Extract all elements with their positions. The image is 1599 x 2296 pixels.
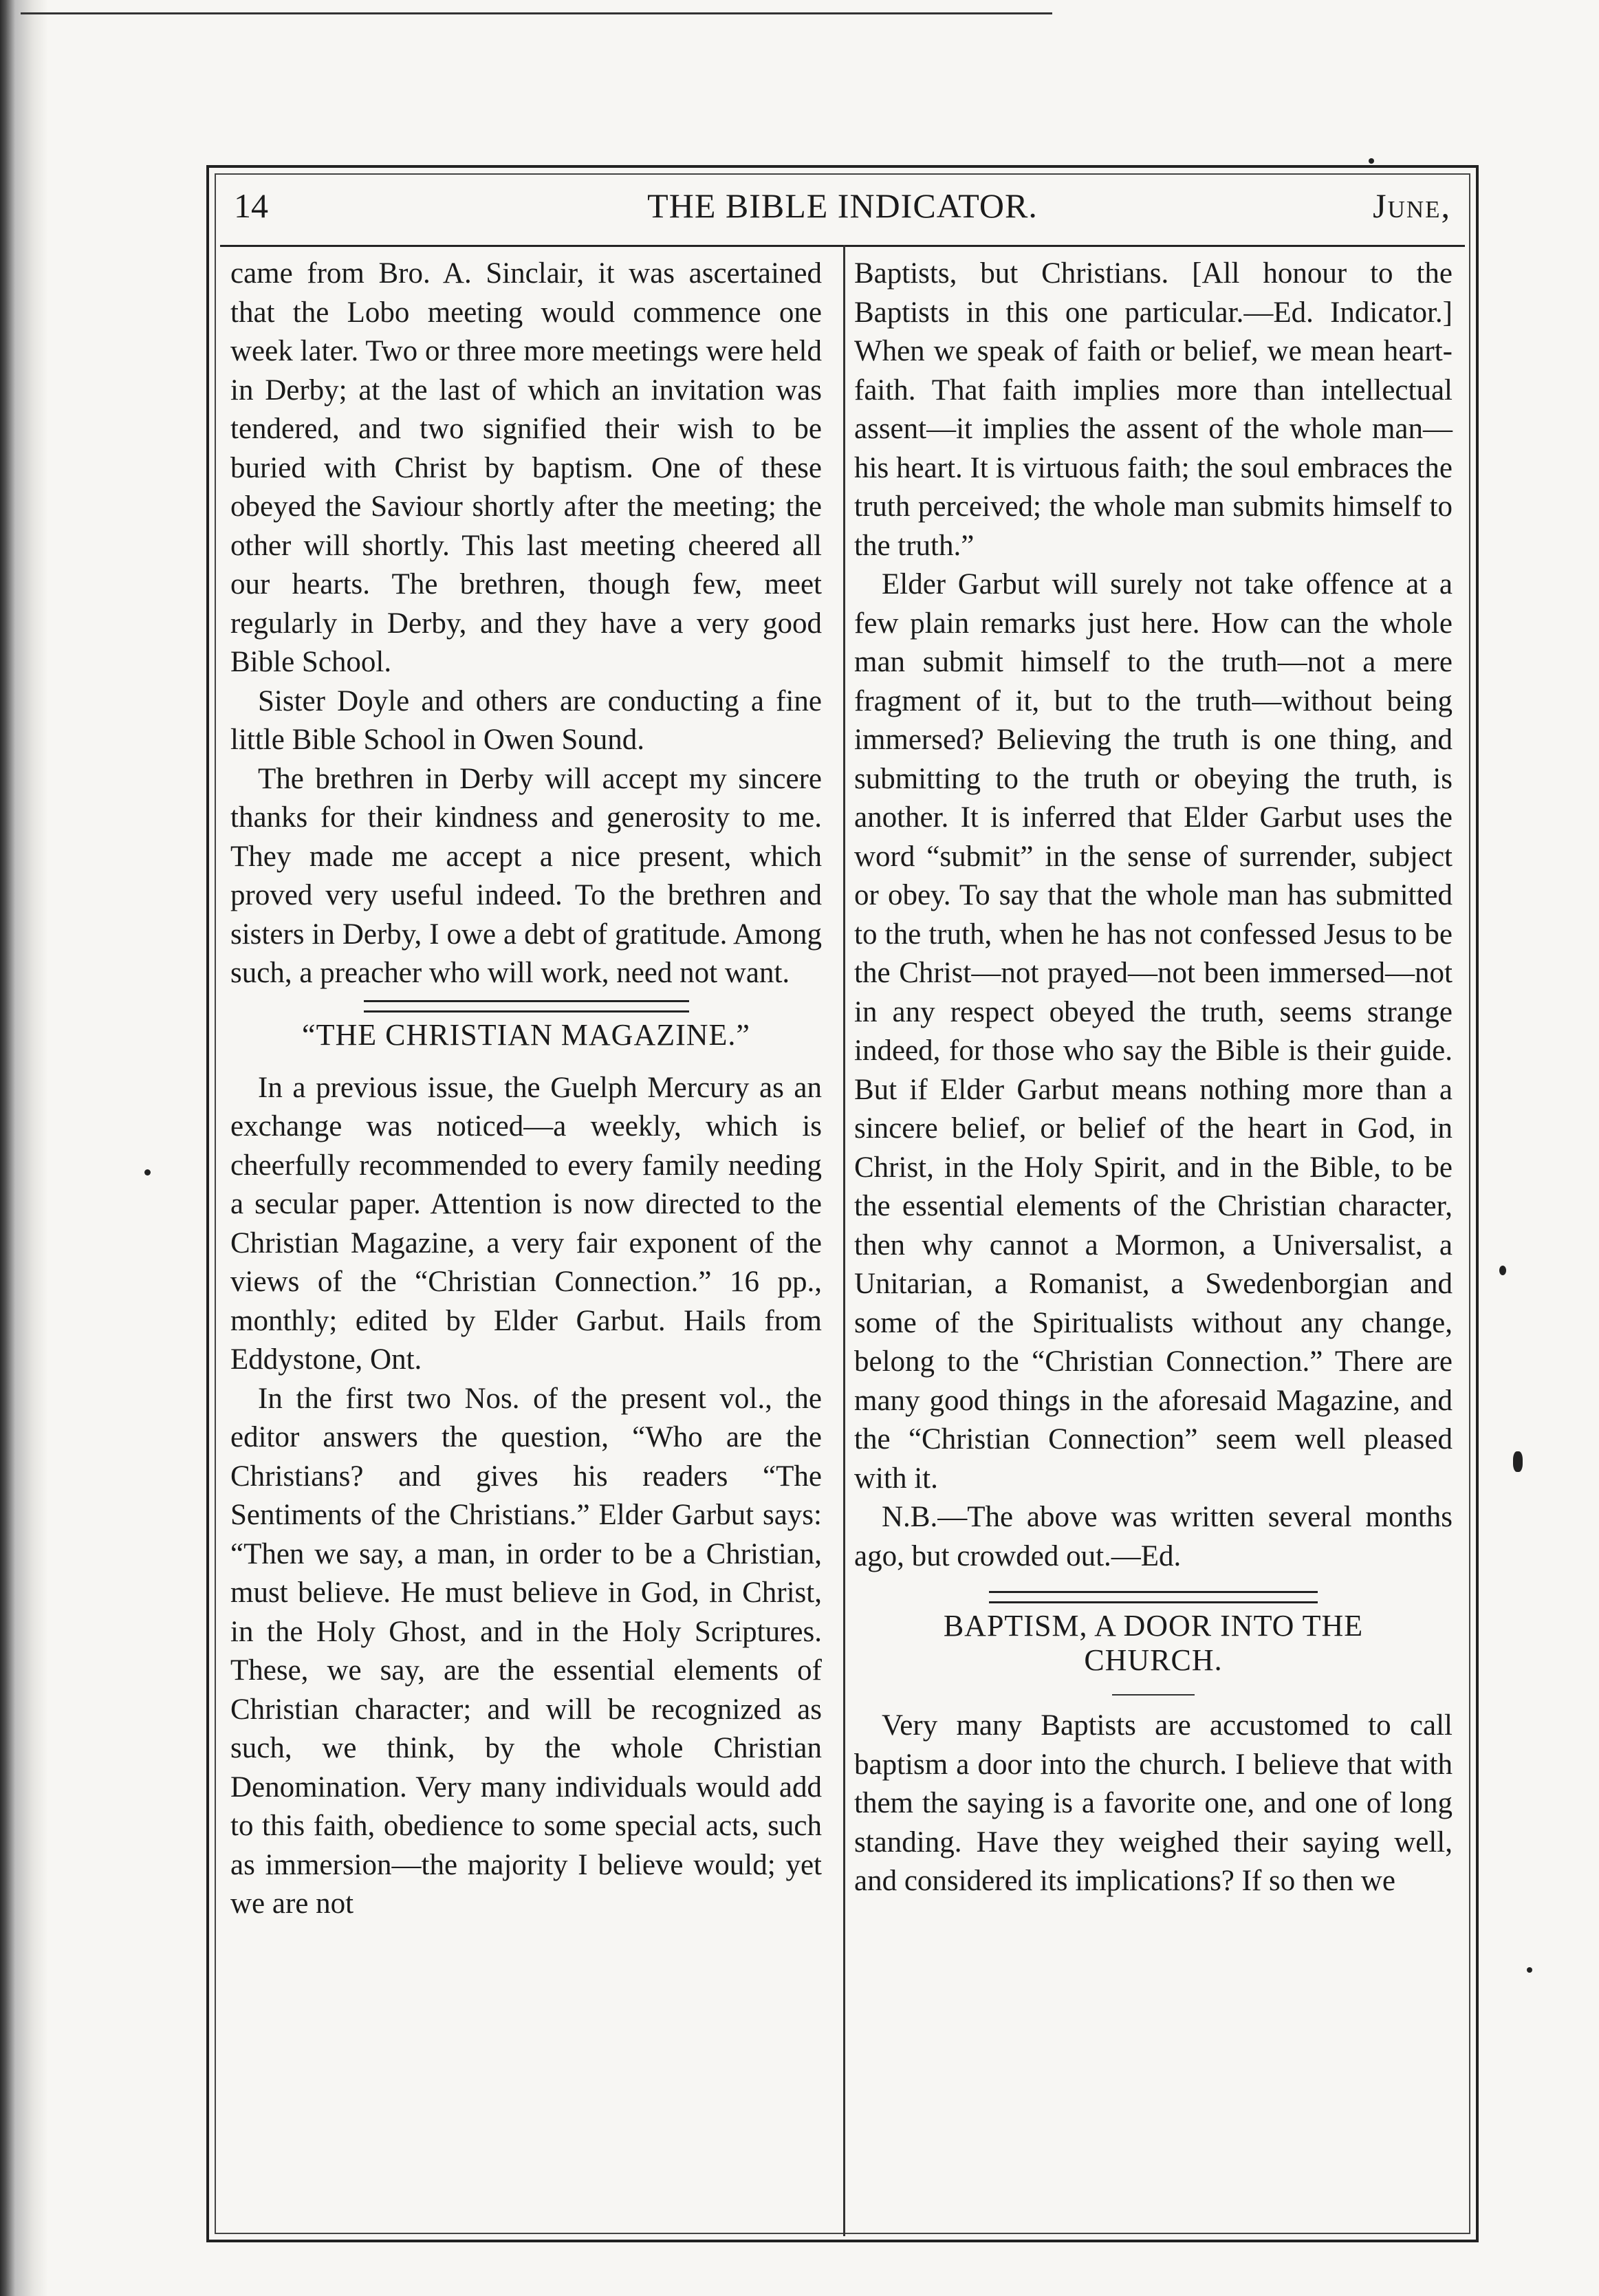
short-rule — [1112, 1694, 1195, 1696]
paragraph: Sister Doyle and others are conducting a fine little Bible School in Owen Sound. — [230, 684, 822, 756]
paragraph: N.B.—The above was written several months ago, but crowded out.—Ed. — [854, 1501, 1453, 1572]
ink-speck — [1499, 1266, 1506, 1275]
top-scan-rule — [21, 12, 1052, 14]
column-divider — [843, 245, 845, 2236]
double-rule — [989, 1591, 1318, 1603]
paragraph: In the first two Nos. of the present vol., the editor answers the question, “Who are the Christians? and gives his readers “The Sentiments of the Christians.” Elder Garbut says: “Then we say, a man, in order to be a Christian, must believe. He must believe in God, in Christ, in the Holy Ghost, and in the Holy Scriptures. These, we say, are the essential elements of Christian character; and will be recognized as such, we think, by the whole Christian Denomination. Very many individuals would add to this faith, obedience to some special acts, such as immersion—the majority I believe would; yet we are not — [230, 1382, 822, 1920]
paragraph: came from Bro. A. Sinclair, it was ascertained that the Lobo meeting would commence one week later. Two or three more meetings were held in Derby; at the last of which an invitation was tendered, and two signified their wish to be buried with Christ by baptism. One of these obeyed the Saviour shortly after the meeting; the other will shortly. This last meeting cheered all our hearts. The brethren, though few, meet regularly in Derby, and they have a very good Bible School. — [230, 257, 822, 678]
paragraph: In a previous issue, the Guelph Mercury as an exchange was noticed—a weekly, which is cheerfully recommended to every family needing a secular paper. Attention is now directed to the Christian Magazine, a very fair exponent of the views of the “Christian Connection.” 16 pp., monthly; edited by Elder Garbut. Hails from Eddystone, Ont. — [230, 1071, 822, 1376]
paragraph: Very many Baptists are accustomed to call baptism a door into the church. I believe that with them the saying is a favorite one, and one of long standing. Have they weighed their saying well, and considered its implications? If so then we — [854, 1709, 1453, 1897]
header-rule — [220, 245, 1465, 247]
running-header — [234, 186, 1451, 241]
book-binding-edge — [0, 0, 48, 2296]
ink-speck — [144, 1169, 151, 1176]
ink-speck — [1369, 158, 1374, 164]
article-heading: BAPTISM, A DOOR INTO THE CHURCH. — [943, 1609, 1364, 1677]
page-number: 14 — [234, 186, 268, 225]
paragraph: Baptists, but Christians. [All honour to the Baptists in this one particular.—Ed. Indicator.] When we speak of faith or belief, we mean heart-faith. That faith implies more than intellectual assent—it implies the assent of the whole man—his heart. It is virtuous faith; the soul embraces the truth perceived; the whole man submits himself to the truth.” — [854, 257, 1453, 562]
issue-month: June, — [1373, 186, 1451, 225]
paragraph: The brethren in Derby will accept my sincere thanks for their kindness and generosity to me. They made me accept a nice present, which proved very useful indeed. To the brethren and sisters in Derby, I owe a debt of gratitude. Among such, a preacher who will work, need not want. — [230, 762, 822, 989]
running-title: THE BIBLE INDICATOR. — [647, 186, 1038, 225]
paragraph: Elder Garbut will surely not take offence at a few plain remarks just here. How can the whole man submit himself to the truth—not a mere fragment of it, but to the truth—without being immersed? Believing the truth is one thing, and submitting to the truth or obeying the truth, is another. It is inferred that Elder Garbut uses the word “submit” in the sense of surrender, subject or obey. To say that the whole man has submitted to the truth, when he has not confessed Jesus to be the Christ—not prayed—not been immersed—not in any respect obeyed the truth, seems strange indeed, for those who say the Bible is their guide. But if Elder Garbut means nothing more than a sincere belief, or belief of the heart in God, in Christ, in the Holy Spirit, and in the Bible, to be the essential elements of the Christian character, then why cannot a Mormon, a Universalist, a Unitarian, a Romanist, a Swedenborgian and some of the Spiritualists without any change, belong to the “Christian Connection.” There are many good things in the aforesaid Magazine, and the “Christian Connection” seem well pleased with it. — [854, 568, 1453, 1495]
left-column — [230, 254, 822, 1924]
ink-speck — [1513, 1451, 1523, 1472]
ink-speck — [1527, 1967, 1532, 1973]
article-heading: “THE CHRISTIAN MAGAZINE.” — [302, 1017, 750, 1052]
double-rule — [364, 1000, 689, 1012]
right-column — [854, 254, 1453, 1901]
